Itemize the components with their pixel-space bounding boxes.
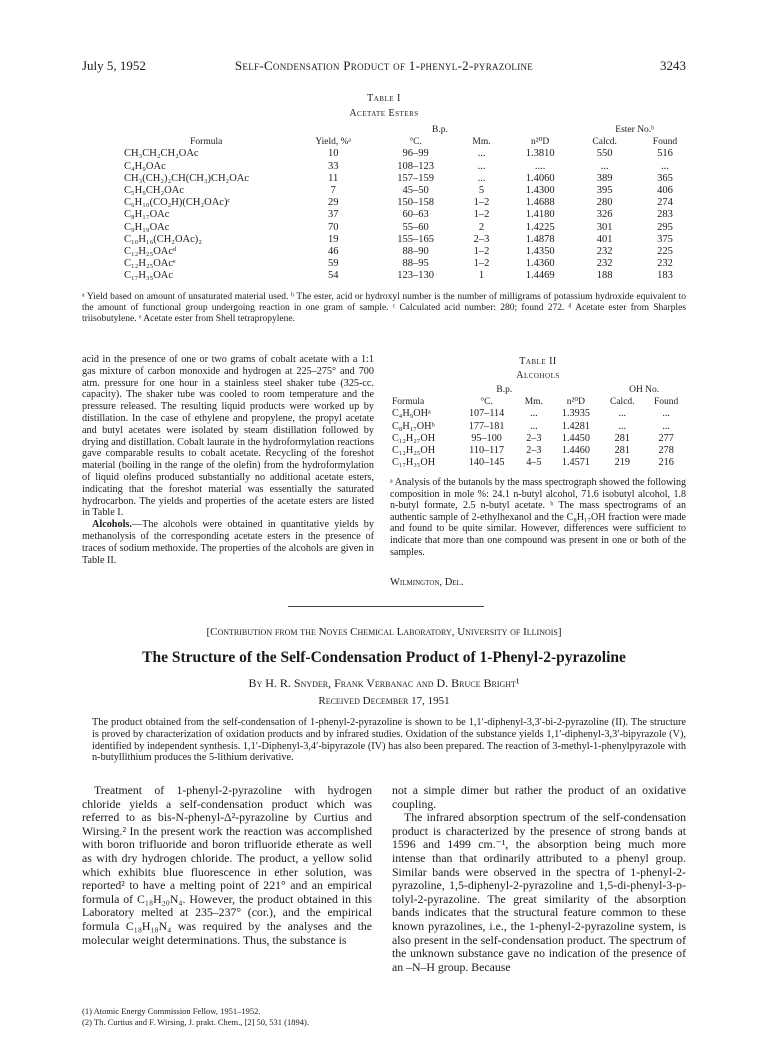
table-cell-yield: 11 — [328, 172, 339, 184]
table-cell-formula: C₆H₁₀(CO₂H)(CH₂OAc)ᶜ — [124, 197, 231, 209]
alcohols-paragraph — [82, 519, 374, 566]
table-cell-nd: 1.4060 — [525, 172, 555, 184]
table-cell-found: 375 — [657, 233, 673, 245]
table2-col-bp-mm: Mm. — [524, 397, 543, 408]
body-paragraph: not a simple dimer but rather the product of an oxidative coupling. — [392, 783, 686, 811]
table-row — [388, 408, 688, 420]
table-cell-found: ... — [662, 408, 670, 420]
table-cell-nd: 1.4469 — [525, 270, 555, 282]
table-cell-mm: ... — [477, 172, 486, 184]
table-cell-mm: 2–3 — [526, 445, 542, 457]
table-cell-nd: .... — [534, 160, 546, 172]
table-cell-yield: 33 — [327, 160, 339, 172]
table-cell-mm: 4–5 — [526, 457, 542, 469]
table-cell-yield: 54 — [327, 270, 339, 282]
received-date: Received December 17, 1951 — [318, 695, 450, 707]
table-cell-mm: 1–2 — [473, 209, 490, 221]
alcohols-text: —The alcohols were obtained in quantitative yields by methanolysis of the corresponding acetate esters in the presence of traces of sodium methoxide. The properties of the alcohols are given in Table II. — [82, 519, 374, 566]
table2-grid — [388, 384, 688, 469]
contribution-line: [Contribution from the Noyes Chemical Laboratory, University of Illinois] — [206, 626, 562, 638]
table-row — [388, 445, 688, 457]
table-cell-c: 95–100 — [471, 432, 502, 444]
table-cell-c: 107–114 — [468, 408, 505, 420]
table-cell-nd: 1.4180 — [525, 209, 555, 221]
table-cell-c: 60–63 — [402, 209, 429, 221]
table-cell-c: 155–165 — [397, 233, 434, 245]
table1-col-calcd: Calcd. — [592, 137, 617, 148]
table-cell-found: ... — [661, 160, 669, 172]
table-cell-mm: ... — [530, 408, 538, 420]
table-cell-nd: 1.4281 — [561, 420, 590, 432]
table-cell-formula: C₉H₁₉OAc — [124, 221, 170, 233]
table2-title: Alcohols — [516, 370, 560, 381]
table-cell-yield: 59 — [327, 258, 339, 270]
table-cell-nd: 1.4688 — [525, 197, 555, 209]
body-column-right — [392, 784, 686, 974]
table-cell-calcd: ... — [600, 160, 609, 172]
alcohols-heading: Alcohols. — [92, 519, 132, 531]
table2-body — [388, 408, 688, 469]
table-cell-found: ... — [662, 420, 670, 432]
table-cell-formula: C₅H₉CH₂OAc — [124, 185, 184, 197]
table-cell-found: 274 — [657, 197, 673, 209]
table-cell-found: 183 — [657, 270, 673, 282]
table-cell-nd: 1.4360 — [525, 258, 555, 270]
table-cell-calcd: 188 — [596, 270, 613, 282]
table-cell-nd: 1.4571 — [561, 457, 590, 469]
table-cell-c: 88–90 — [402, 246, 429, 258]
table-cell-yield: 7 — [330, 185, 336, 197]
table-row — [120, 246, 695, 258]
table-cell-calcd: ... — [618, 420, 627, 432]
table1-col-bp: B.p. — [432, 125, 448, 135]
table-cell-formula: CH₃(CH₂)₂CH(CH₃)CH₂OAc — [124, 172, 250, 184]
table-cell-c: 96–99 — [402, 148, 429, 160]
article-title: The Structure of the Self-Condensation Product of 1-Phenyl-2-pyrazoline — [142, 649, 626, 666]
table-cell-mm: ... — [477, 148, 486, 160]
article-authors: By H. R. Snyder, Frank Verbanac and D. Bruce Bright¹ — [248, 676, 520, 690]
table-cell-formula: CH₃CH₂CH₂OAc — [124, 148, 199, 160]
table-cell-found: 277 — [658, 432, 674, 444]
table-cell-formula: C₁₇H₃₅OH — [392, 457, 436, 469]
table-cell-found: 216 — [658, 457, 674, 469]
table-cell-calcd: 326 — [596, 209, 613, 221]
table1-footnote: ᵃ Yield based on amount of unsaturated material used. ᵇ The ester, acid or hydroxyl number is the number of milligrams of potassium hydroxide equivalent to the amount of functional group undergoing reaction in one gram of sample. ᶜ Calculated acid number: 280; found 272. ᵈ Acetate ester from Sharples triisobutylene. ᵉ Acetate ester from Shell tetrapropylene. — [82, 292, 686, 325]
table-cell-calcd: ... — [618, 408, 627, 420]
table-cell-nd: 1.4460 — [561, 445, 590, 457]
section-divider — [288, 606, 484, 607]
table2 — [388, 384, 688, 469]
table-cell-c: 140–145 — [468, 457, 505, 469]
table2-col-bp-c: °C. — [480, 397, 493, 408]
table-cell-yield: 70 — [327, 221, 339, 233]
table2-label: Table II — [519, 356, 557, 367]
table-cell-found: 516 — [657, 148, 673, 160]
table-cell-calcd: 389 — [596, 172, 613, 184]
location: Wilmington, Del. — [390, 577, 464, 588]
table-cell-formula: C₈H₁₇OHᵇ — [392, 420, 435, 432]
table1-col-bp-mm: Mm. — [472, 137, 491, 148]
table-cell-nd: 1.4350 — [525, 246, 555, 258]
table2-col-oh: OH No. — [629, 385, 660, 395]
table-cell-found: 283 — [657, 209, 673, 221]
table-cell-c: 108–123 — [397, 160, 434, 172]
table-cell-mm: 1–2 — [473, 258, 490, 270]
page-date: July 5, 1952 — [82, 58, 146, 73]
table-row — [388, 433, 688, 445]
table-cell-calcd: 301 — [596, 221, 613, 233]
table-cell-yield: 37 — [327, 209, 339, 221]
table-cell-mm: ... — [477, 160, 486, 172]
table-row — [120, 161, 695, 173]
table-row — [120, 234, 695, 246]
table-cell-calcd: 401 — [596, 233, 613, 245]
table-cell-c: 177–181 — [468, 420, 505, 432]
experimental-paragraph: acid in the presence of one or two grams of cobalt acetate with a 1:1 gas mixture of carbon monoxide and hydrogen at 225–275° and 700 atm. pressure for one hour in a stainless steel shaker tube (325-cc. capacity). The shaker tube was cooled to room temperature and the pressure released. The resulting liquid products were worked up by distillation. In the case of ethylene and propylene, the propyl acetate and butyl acetates were isolated by steam distillation followed by drying and distillation. Cobalt laurate in the hydroformylation reactions gave comparable results to cobalt acetate. Recycling of the foreshot material (boiling in the range of the olefin) from the hydroformylation of liquid olefins produced substantially no additional acetate esters, indicating that the foreshot material was essentially the saturated hydrocarbon. The yields and properties of the acetate esters are listed in Table I. — [82, 354, 374, 519]
table1-col-ester: Ester No.ᵇ — [615, 125, 655, 135]
table1-title: Acetate Esters — [349, 108, 419, 119]
table1-label: Table I — [367, 93, 401, 104]
table-row — [120, 148, 695, 160]
table-cell-formula: C₁₂H₂₅OAcᵉ — [124, 258, 176, 270]
table-cell-found: 295 — [657, 221, 673, 233]
table-row — [120, 258, 695, 270]
table-cell-c: 55–60 — [402, 221, 429, 233]
table-cell-c: 45–50 — [402, 185, 429, 197]
table-cell-mm: 1 — [478, 270, 485, 282]
footnote-1: (1) Atomic Energy Commission Fellow, 1951–1952. — [82, 1006, 261, 1016]
table1-body — [120, 148, 695, 282]
table-cell-yield: 19 — [327, 233, 339, 245]
table2-col-nd: n²⁰D — [566, 397, 586, 408]
table-cell-c: 150–158 — [397, 197, 434, 209]
table-cell-nd: 1.3935 — [561, 408, 590, 420]
table-cell-nd: 1.3810 — [525, 148, 555, 160]
table-row — [120, 222, 695, 234]
table-row — [388, 457, 688, 469]
table-cell-yield: 46 — [327, 246, 339, 258]
table-cell-formula: C₁₇H₃₅OAc — [124, 270, 174, 282]
table2-col-calcd: Calcd. — [610, 397, 635, 408]
table1-col-yield: Yield, %ᵃ — [315, 137, 352, 148]
body-paragraph: Treatment of 1-phenyl-2-pyrazoline with hydrogen chloride yields a self-condensation product which was referred to as bis-N-phenyl-Δ²-pyrazoline by Curtius and Wirsing.² In the present work the reaction was accomplished with boron trifluoride and boron trifluoride etherate as well as with dry hydrogen chloride. The product, a yellow solid which exhibits blue fluorescence in ether solution, was reported² to have a melting point of 221° and an empirical formula of C₁₈H₂₀N₄. However, the product obtained in this Laboratory melted at 235–237° (cor.), and the empirical formula C₁₈H₁₈N₄ was required by the analyses and the molecular weight determinations. Thus, the substance is — [82, 783, 372, 947]
table2-footnote: ᵃ Analysis of the butanols by the mass spectrograph showed the following composition in mole %: 24.1 n-butyl alcohol, 71.6 isobutyl alcohol, 1.8 n-butyl formate, 2.5 n-butyl acetate. ᵇ The mass spectrograms of an authentic sample of 2-ethylhexanol and the C₈H₁₇OH fraction were made and found to be quite similar. However, differences were sufficient to indicate that more than one compound was present in one or both of the samples. — [390, 477, 686, 558]
table-cell-mm: 5 — [478, 185, 485, 197]
table-cell-formula: C₁₂H₂₅OH — [392, 445, 436, 457]
table-cell-calcd: 281 — [614, 432, 630, 444]
body-column-left — [82, 784, 372, 947]
table-cell-nd: 1.4878 — [525, 233, 555, 245]
table1-col-found: Found — [652, 137, 678, 148]
table-row — [120, 185, 695, 197]
table-row — [120, 270, 695, 282]
table-cell-yield: 10 — [327, 148, 339, 160]
table1-grid — [120, 124, 695, 283]
table-cell-found: 365 — [657, 172, 673, 184]
table-cell-mm: ... — [530, 420, 538, 432]
table-cell-calcd: 281 — [614, 445, 630, 457]
table-cell-found: 278 — [658, 445, 674, 457]
table1-col-bp-c: °C. — [409, 137, 422, 148]
table-cell-calcd: 395 — [596, 185, 613, 197]
table-cell-mm: 2–3 — [473, 233, 490, 245]
table-row — [120, 209, 695, 221]
table-cell-formula: C₁₀H₁₆(CH₂OAc)₂ — [124, 233, 202, 245]
table-cell-mm: 1–2 — [473, 197, 490, 209]
table-cell-nd: 1.4225 — [525, 221, 555, 233]
table-cell-found: 232 — [657, 258, 673, 270]
table1-col-formula: Formula — [190, 137, 223, 148]
table-cell-c: 110–117 — [469, 445, 505, 457]
page-number: 3243 — [660, 58, 686, 73]
table2-col-found: Found — [653, 397, 679, 408]
footnote-2: (2) Th. Curtius and F. Wirsing, J. prakt. Chem., [2] 50, 531 (1894). — [82, 1016, 309, 1027]
table-cell-formula: C₈H₁₇OAc — [124, 209, 170, 221]
body-paragraph: The infrared absorption spectrum of the self-condensation product is characterized by the presence of strong bands at 1596 and 1499 cm.⁻¹, the absorption being much more intense than that ordinarily attributed to a phenyl group. Similar bands were observed in the spectra of 1-phenyl-2-pyrazoline, 1,5-diphenyl-2-pyrazoline and 1,5-di-phenyl-3-p-tolyl-2-pyrazoline. The great similarity of the absorption bands indicates that the structural feature common to these known pyrazolines, i.e., the 1-phenyl-2-pyrazoline system, is also present in the self-condensation product. The spectrum of the unknown substance gave no indication of the presence of an –N–H group. Because — [392, 810, 686, 974]
table-cell-formula: C₁₂H₂₅OAcᵈ — [124, 246, 177, 258]
table-row — [120, 173, 695, 185]
table-cell-found: 225 — [657, 246, 673, 258]
table-cell-formula: C₄H₉OAc — [124, 160, 166, 172]
table-row — [388, 421, 688, 433]
table-cell-nd: 1.4300 — [525, 185, 555, 197]
table1-col-nd: n²⁰D — [531, 137, 550, 148]
running-title: Self-Condensation Product of 1-phenyl-2-pyrazoline — [234, 58, 534, 73]
table-cell-yield: 29 — [327, 197, 339, 209]
abstract: The product obtained from the self-condensation of 1-phenyl-2-pyrazoline is shown to be 1,1′-diphenyl-3,3′-bi-2-pyrazoline (II). The structure is proved by characterization of oxidation products and by infrared studies. Oxidation of the substance yields 1,1′-diphenyl-3,3′-bipyrazole (V), identified by independent synthesis. 1,1′-Diphenyl-3,4′-bipyrazole (IV) has also been prepared. The reaction of 3-methyl-1-phenylpyrazole with n-butyllithium produces the 5-lithium derivative. — [92, 717, 686, 764]
table-cell-formula: C₁₂H₂₇OH — [392, 432, 436, 444]
table-cell-formula: C₄H₉OHᵃ — [392, 408, 431, 420]
table-cell-mm: 1–2 — [473, 246, 490, 258]
table2-col-bp: B.p. — [496, 385, 513, 395]
table-cell-mm: 2 — [478, 221, 485, 233]
table-cell-calcd: 232 — [596, 258, 613, 270]
table-cell-calcd: 232 — [596, 246, 613, 258]
table-cell-calcd: 219 — [614, 457, 630, 469]
table1 — [120, 124, 695, 283]
table-cell-found: 406 — [657, 185, 673, 197]
experimental-text — [82, 354, 374, 566]
table-row — [120, 197, 695, 209]
table-cell-c: 123–130 — [397, 270, 434, 282]
table-cell-mm: 2–3 — [526, 432, 542, 444]
table-cell-c: 157–159 — [397, 172, 434, 184]
footnotes — [82, 1006, 382, 1027]
table2-col-formula: Formula — [392, 397, 425, 408]
table-cell-calcd: 280 — [596, 197, 613, 209]
table-cell-calcd: 550 — [596, 148, 613, 160]
table-cell-nd: 1.4450 — [561, 432, 590, 444]
table-cell-c: 88–95 — [402, 258, 429, 270]
